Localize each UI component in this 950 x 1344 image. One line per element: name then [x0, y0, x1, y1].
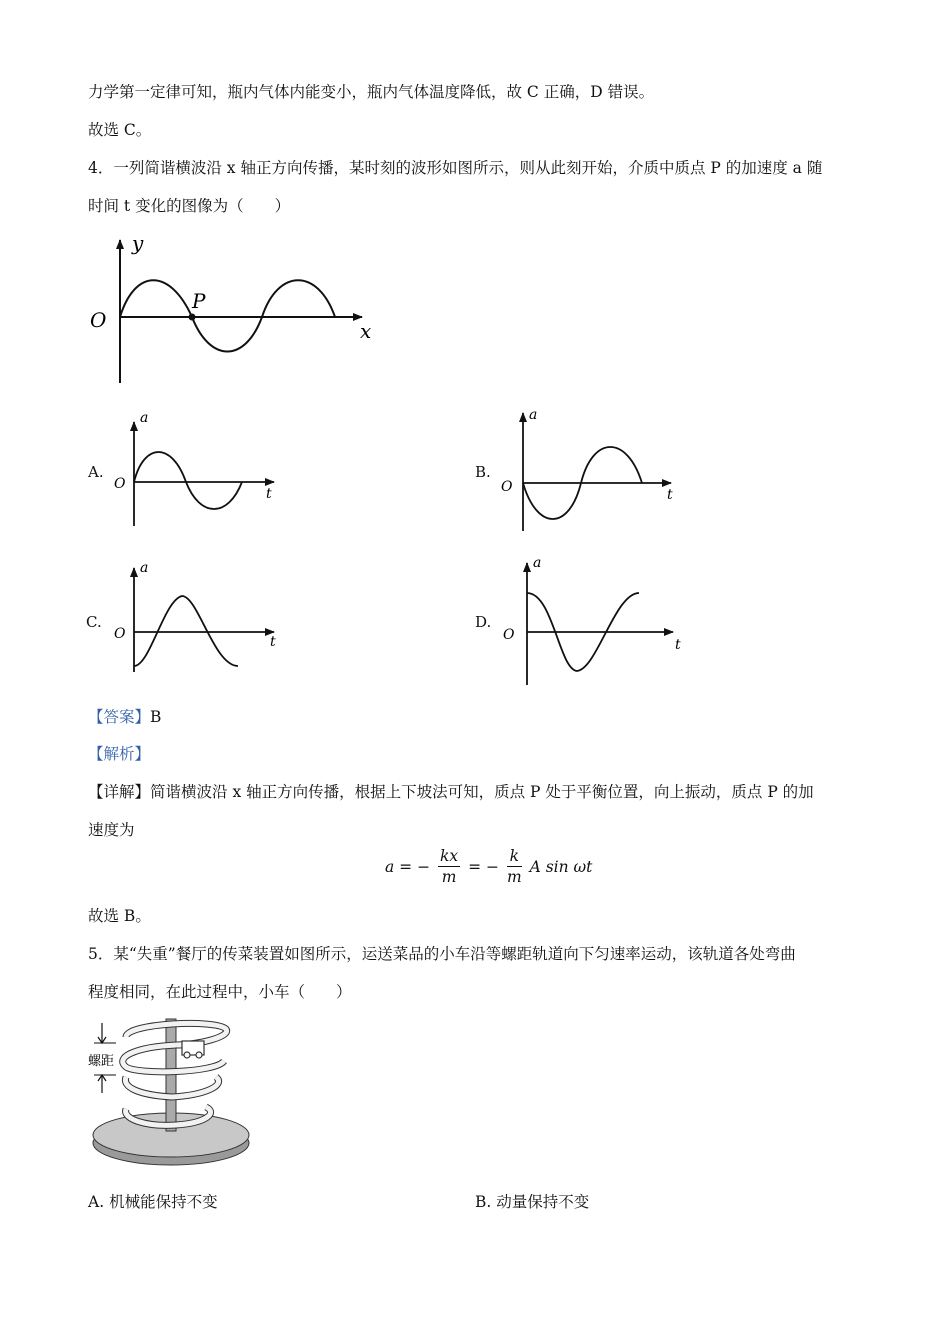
wave-x-label: x	[360, 319, 372, 343]
detail-tag: 【详解】	[88, 783, 151, 801]
q4-conclusion: 故选 B。	[88, 907, 151, 925]
q4-option-b-graph[interactable]	[497, 405, 682, 535]
q4-option-a-label[interactable]: A.	[88, 463, 104, 481]
q3-explanation-line: 力学第一定律可知，瓶内气体内能变小，瓶内气体温度降低，故 C 正确，D 错误。	[88, 83, 655, 101]
wave-y-label: y	[132, 231, 144, 255]
q5-spiral-figure	[86, 1015, 256, 1170]
svg-text:a: a	[529, 407, 538, 423]
svg-text:a: a	[533, 555, 542, 571]
q4-option-d-label[interactable]: D.	[475, 613, 492, 631]
q4-stem-line1: 4．一列简谐横波沿 x 轴正方向传播，某时刻的波形如图所示，则从此刻开始，介质中质点 P 的加速度 a 随	[88, 159, 823, 177]
frac-k-m: $\frac{k}{m}$	[506, 847, 522, 886]
svg-text:O: O	[114, 476, 126, 492]
svg-text:O: O	[503, 627, 515, 643]
q3-conclusion: 故选 C。	[88, 121, 152, 139]
q4-option-b-label[interactable]: B.	[475, 463, 491, 481]
answer-tag: 【答案】	[88, 708, 151, 726]
wave-origin-label: O	[90, 308, 107, 332]
svg-text:a: a	[140, 410, 149, 426]
answer-value: B	[150, 708, 162, 726]
svg-text:O: O	[501, 479, 513, 495]
svg-text:a: a	[140, 560, 149, 576]
wave-curve	[120, 280, 335, 351]
svg-text:O: O	[114, 626, 126, 642]
svg-text:t: t	[675, 637, 681, 653]
point-p-marker	[189, 314, 196, 321]
q4-option-a-graph[interactable]	[108, 410, 288, 535]
frac-kx-m: $\frac{kx}{m}$	[440, 847, 459, 886]
q5-stem-line2: 程度相同，在此过程中，小车（ ）	[88, 983, 352, 1001]
svg-text:t: t	[266, 486, 272, 502]
q4-stem-line2: 时间 t 变化的图像为（ ）	[88, 197, 291, 215]
q4-detail-line1: 【详解】简谐横波沿 x 轴正方向传播，根据上下坡法可知，质点 P 处于平衡位置，向上振动，质点 P 的加	[88, 783, 814, 801]
q4-option-c-graph[interactable]	[108, 560, 288, 680]
q4-detail-line2: 速度为	[88, 821, 135, 839]
q4-option-c-label[interactable]: C.	[86, 613, 102, 631]
q5-option-b[interactable]: B. 动量保持不变	[475, 1193, 590, 1211]
q4-analysis-tag: 【解析】	[88, 745, 151, 763]
q4-answer-line	[88, 705, 161, 727]
point-p-label: P	[192, 289, 206, 313]
q5-stem-line1: 5．某“失重”餐厅的传菜装置如图所示，运送菜品的小车沿等螺距轨道向下匀速率运动，该轨道各处弯曲	[88, 945, 796, 963]
q4-option-d-graph[interactable]	[497, 555, 687, 687]
option-a-curve	[134, 452, 242, 509]
pitch-label: 螺距	[88, 1054, 115, 1069]
svg-text:t: t	[270, 634, 276, 650]
acceleration-formula: a = − $\frac{kx}{m}$ = − $\frac{k}{m}$ A sin ωt	[385, 847, 593, 886]
option-c-curve	[134, 596, 238, 666]
q5-option-a[interactable]: A. 机械能保持不变	[88, 1193, 218, 1211]
svg-text:t: t	[667, 487, 673, 503]
q4-wave-figure	[80, 228, 390, 388]
